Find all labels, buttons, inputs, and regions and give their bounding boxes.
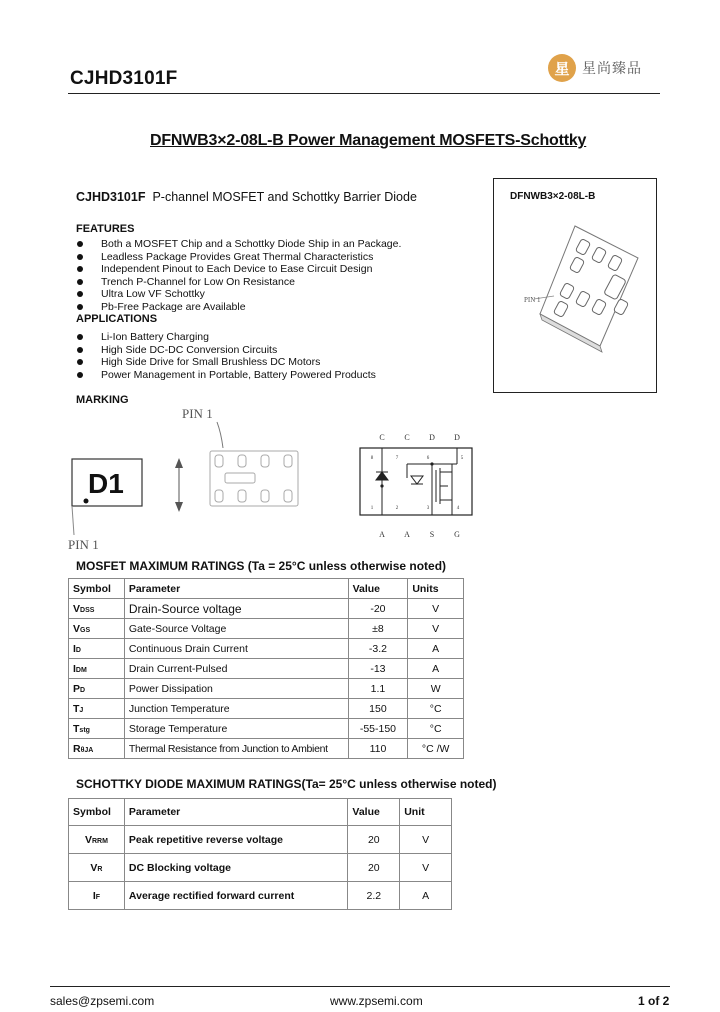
table-row — [69, 639, 464, 659]
parameter: Drain-Source voltage — [124, 599, 348, 619]
list-item: High Side Drive for Small Brushless DC Motors — [76, 356, 376, 369]
subtitle-description: P-channel MOSFET and Schottky Barrier Diode — [152, 190, 417, 204]
symbol: V — [73, 622, 81, 635]
pin-top-label: C — [404, 433, 410, 442]
subtitle — [76, 190, 417, 204]
symbol: I — [92, 889, 96, 902]
symbol: V — [73, 602, 81, 615]
parameter: Power Dissipation — [124, 679, 348, 699]
symbol: V — [90, 861, 98, 874]
unit: °C /W — [408, 739, 464, 759]
table-header-row — [69, 799, 452, 826]
subtitle-part: CJHD3101F — [76, 190, 146, 204]
unit: A — [400, 882, 452, 910]
value: -55-150 — [348, 719, 408, 739]
table-header: Value — [348, 799, 400, 826]
marking-diagram — [60, 400, 315, 555]
list-item: Pb-Free Package are Available — [76, 301, 401, 314]
unit: A — [408, 659, 464, 679]
table-header-row — [69, 579, 464, 599]
header-divider — [68, 93, 660, 94]
symbol: I — [73, 662, 76, 675]
table-header: Units — [408, 579, 464, 599]
parameter: Gate-Source Voltage — [124, 619, 348, 639]
table-row — [69, 719, 464, 739]
features-heading: FEATURES — [76, 223, 135, 235]
symbol: R — [73, 742, 81, 755]
value: 20 — [348, 854, 400, 882]
table-header: Parameter — [124, 579, 348, 599]
symbol-subscript: R — [97, 865, 103, 873]
parameter: Storage Temperature — [124, 719, 348, 739]
table-header: Unit — [400, 799, 452, 826]
pinout-schematic — [352, 428, 482, 543]
pin-number: 1 — [370, 506, 374, 511]
pin-number: 5 — [460, 456, 464, 461]
package-label: DFNWB3×2-08L-B — [510, 191, 596, 202]
symbol-subscript: D — [80, 686, 86, 694]
mosfet-ratings-table — [68, 578, 464, 759]
pin-number: 4 — [456, 506, 460, 511]
unit: W — [408, 679, 464, 699]
table-row — [69, 882, 452, 910]
value: 1.1 — [348, 679, 408, 699]
pin-top-label: C — [379, 433, 385, 442]
symbol: P — [73, 682, 81, 695]
table-header: Parameter — [124, 799, 347, 826]
footer-divider — [50, 986, 670, 987]
value: 2.2 — [348, 882, 400, 910]
company-logo — [548, 54, 642, 82]
table-row — [69, 826, 452, 854]
value: 20 — [348, 826, 400, 854]
list-item: Leadless Package Provides Great Thermal Characteristics — [76, 251, 401, 264]
symbol-subscript: J — [79, 706, 84, 714]
table-row — [69, 659, 464, 679]
schottky-ratings-title: SCHOTTKY DIODE MAXIMUM RATINGS(Ta= 25°C unless otherwise noted) — [76, 777, 497, 791]
value: 150 — [348, 699, 408, 719]
pin-bottom-label: A — [379, 530, 385, 539]
table-header: Value — [348, 579, 408, 599]
applications-list — [76, 331, 376, 381]
list-item: Power Management in Portable, Battery Powered Products — [76, 369, 376, 382]
footer-website[interactable]: www.zpsemi.com — [330, 994, 423, 1008]
symbol-subscript: F — [95, 893, 101, 901]
document-title: DFNWB3×2-08L-B Power Management MOSFETS-Schottky — [150, 132, 587, 149]
symbol-subscript: DSS — [80, 606, 95, 614]
part-number-header: CJHD3101F — [70, 68, 178, 89]
symbol-subscript: D — [75, 646, 81, 654]
package-drawing — [520, 218, 650, 358]
parameter: Junction Temperature — [124, 699, 348, 719]
value: -13 — [348, 659, 408, 679]
symbol-subscript: stg — [79, 726, 90, 734]
marking-pin1-top: PIN 1 — [182, 406, 213, 421]
pin-number: 8 — [370, 456, 374, 461]
value: -3.2 — [348, 639, 408, 659]
unit: V — [400, 854, 452, 882]
pin-top-label: D — [429, 433, 435, 442]
symbol-subscript: GS — [80, 626, 91, 634]
unit: V — [408, 599, 464, 619]
applications-heading: APPLICATIONS — [76, 313, 158, 325]
parameter: Drain Current-Pulsed — [124, 659, 348, 679]
parameter: Peak repetitive reverse voltage — [124, 826, 347, 854]
unit: V — [408, 619, 464, 639]
pin-number: 6 — [426, 456, 430, 461]
pin-number: 2 — [395, 506, 399, 511]
value: ±8 — [348, 619, 408, 639]
unit: °C — [408, 699, 464, 719]
pin-top-label: D — [454, 433, 460, 442]
footer-page-number: 1 of 2 — [638, 994, 670, 1008]
list-item: Li-Ion Battery Charging — [76, 331, 376, 344]
list-item: Ultra Low VF Schottky — [76, 288, 401, 301]
table-row — [69, 599, 464, 619]
logo-text: 星尚臻品 — [582, 61, 642, 77]
list-item: Both a MOSFET Chip and a Schottky Diode Ship in an Package. — [76, 238, 401, 251]
parameter: DC Blocking voltage — [124, 854, 347, 882]
list-item: Trench P-Channel for Low On Resistance — [76, 276, 401, 289]
table-row — [69, 739, 464, 759]
pin-bottom-label: A — [404, 530, 410, 539]
pin-bottom-label: S — [429, 530, 435, 539]
marking-code: D1 — [88, 468, 124, 499]
features-list — [76, 238, 401, 314]
symbol-subscript: θJA — [80, 746, 94, 754]
symbol: T — [73, 722, 80, 735]
value: 110 — [348, 739, 408, 759]
marking-pin1-bottom: PIN 1 — [68, 537, 99, 552]
mosfet-ratings-title: MOSFET MAXIMUM RATINGS (Ta = 25°C unless otherwise noted) — [76, 559, 447, 573]
pin-bottom-label: G — [454, 530, 460, 539]
symbol: I — [73, 642, 76, 655]
pin-number: 3 — [426, 506, 430, 511]
parameter: Average rectified forward current — [124, 882, 347, 910]
logo-mark-icon: 星 — [548, 54, 576, 82]
list-item: Independent Pinout to Each Device to Ease Circuit Design — [76, 263, 401, 276]
symbol: V — [84, 833, 92, 846]
table-header: Symbol — [69, 799, 125, 826]
symbol-subscript: RRM — [91, 837, 108, 845]
unit: A — [408, 639, 464, 659]
list-item: High Side DC-DC Conversion Circuits — [76, 344, 376, 357]
table-row — [69, 679, 464, 699]
table-header: Symbol — [69, 579, 125, 599]
parameter: Thermal Resistance from Junction to Ambient — [124, 739, 348, 759]
schottky-ratings-table — [68, 798, 452, 910]
table-row — [69, 619, 464, 639]
table-row — [69, 854, 452, 882]
parameter: Continuous Drain Current — [124, 639, 348, 659]
unit: V — [400, 826, 452, 854]
unit: °C — [408, 719, 464, 739]
footer-email[interactable]: sales@zpsemi.com — [50, 994, 155, 1008]
symbol: T — [73, 702, 80, 715]
marking-heading: MARKING — [76, 394, 129, 406]
value: -20 — [348, 599, 408, 619]
symbol-subscript: DM — [75, 666, 87, 674]
table-row — [69, 699, 464, 719]
pin-number: 7 — [395, 456, 399, 461]
package-pin1-label: PIN 1 — [524, 296, 541, 304]
